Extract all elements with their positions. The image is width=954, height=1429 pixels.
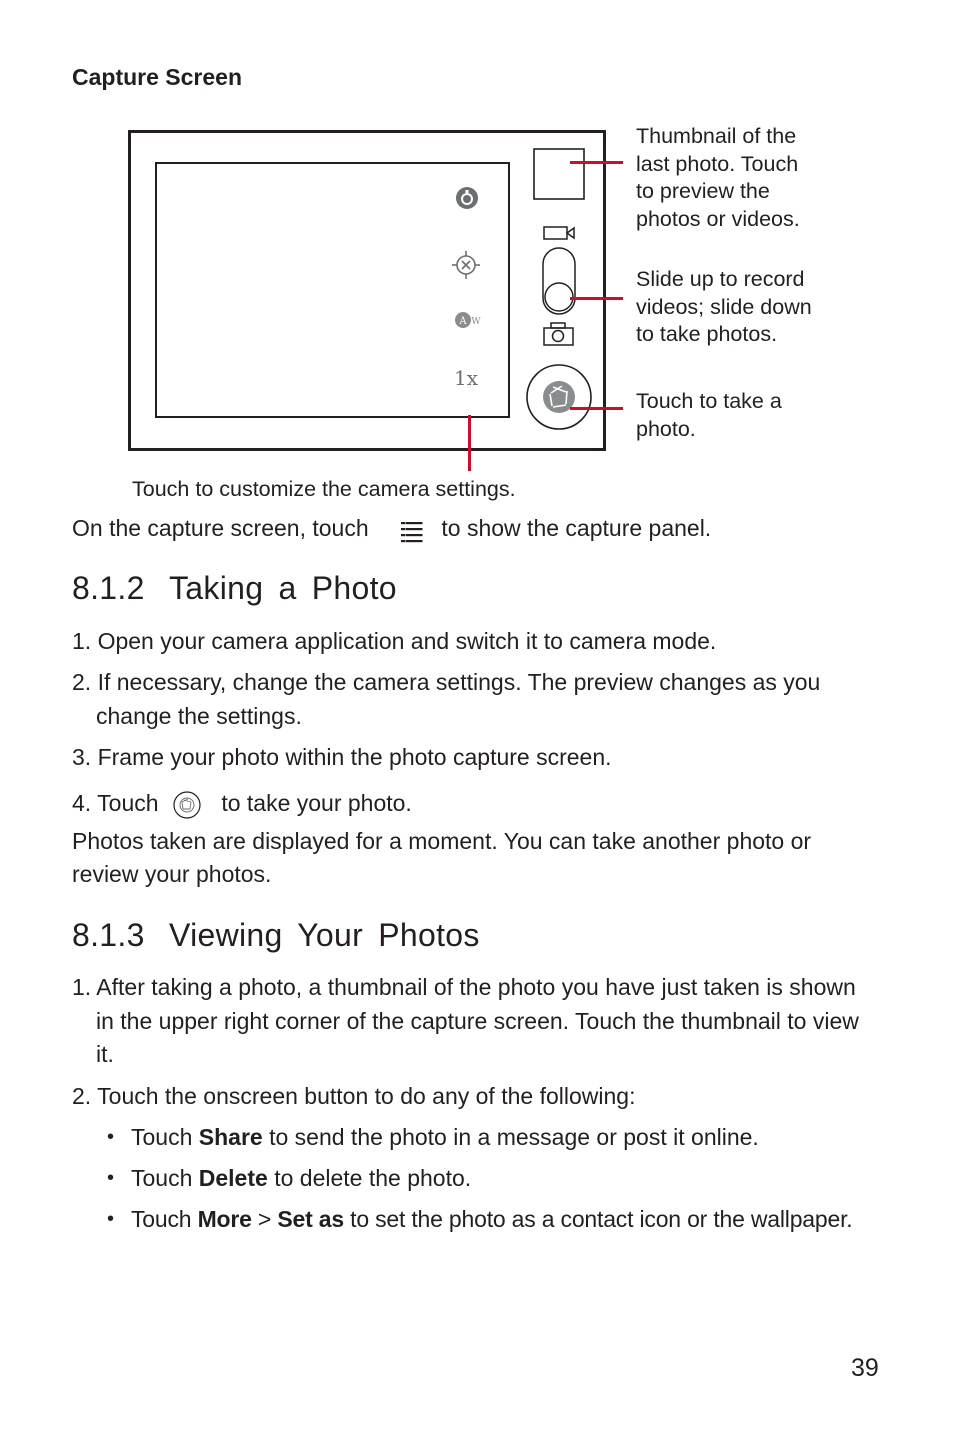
step-812-4 bbox=[72, 787, 412, 820]
step-813-1-cont2: it. bbox=[96, 1041, 114, 1067]
bullet-bold: Share bbox=[198, 1124, 263, 1150]
note-812 bbox=[72, 825, 811, 891]
bullet-pre: Touch bbox=[131, 1206, 198, 1232]
bullet-bold: Set as bbox=[277, 1206, 344, 1232]
bullet-pre: Touch bbox=[131, 1124, 199, 1150]
bullet-bold: Delete bbox=[198, 1165, 268, 1191]
zoom-label: 1x bbox=[453, 366, 479, 390]
step-813-2: 2. Touch the onscreen button to do any of the following: bbox=[72, 1083, 636, 1109]
video-icon bbox=[544, 227, 574, 239]
bullet-post: to send the photo in a message or post it online. bbox=[262, 1124, 759, 1150]
step-813-1-cont: in the upper right corner of the capture screen. Touch the thumbnail to view bbox=[96, 1008, 859, 1034]
callout-slider bbox=[636, 266, 812, 349]
bullet-mid: > bbox=[251, 1206, 278, 1232]
page-number: 39 bbox=[851, 1354, 879, 1382]
shutter-icon bbox=[527, 365, 591, 429]
callout-settings: Touch to customize the camera settings. bbox=[132, 477, 516, 501]
callout-line: Touch to take a bbox=[636, 389, 782, 413]
section-heading-812 bbox=[72, 570, 397, 607]
section-heading-813 bbox=[72, 917, 480, 954]
menu-icon bbox=[375, 519, 431, 541]
bullet-text bbox=[131, 1162, 471, 1195]
caption-title: Capture Screen bbox=[72, 64, 243, 90]
section-title: Taking a Photo bbox=[169, 570, 397, 606]
thumbnail-box bbox=[534, 149, 584, 199]
callout-line: photo. bbox=[636, 416, 696, 441]
step-812-3: 3. Frame your photo within the photo capture screen. bbox=[72, 744, 612, 770]
intro-after: to show the capture panel. bbox=[441, 515, 712, 541]
step-813-1: 1. After taking a photo, a thumbnail of the photo you have just taken is shown bbox=[72, 974, 856, 1000]
callout-shutter bbox=[636, 388, 782, 443]
note-line: Photos taken are displayed for a moment. You can take another photo or bbox=[72, 828, 812, 854]
note-line: review your photos. bbox=[72, 861, 272, 887]
bullet-bold: More bbox=[197, 1206, 252, 1232]
step-812-2: 2. If necessary, change the camera settings. The preview changes as you bbox=[72, 669, 821, 695]
camera-icon bbox=[544, 323, 573, 345]
callout-line: videos; slide down bbox=[636, 294, 812, 319]
callout-line: Thumbnail of the bbox=[636, 124, 797, 148]
capture-screen-diagram bbox=[0, 0, 954, 510]
bullet-pre: Touch bbox=[131, 1165, 199, 1191]
section-title: Viewing Your Photos bbox=[169, 917, 480, 953]
callout-line: photos or videos. bbox=[636, 206, 800, 231]
step-812-1: 1. Open your camera application and switch it to camera mode. bbox=[72, 628, 717, 654]
camera-switch-icon bbox=[456, 187, 478, 209]
focus-icon bbox=[452, 251, 480, 279]
bullet-text bbox=[131, 1203, 852, 1236]
section-number: 8.1.2 bbox=[72, 570, 145, 606]
shutter-inline-icon bbox=[165, 793, 211, 817]
step-812-4-after: to take your photo. bbox=[221, 790, 412, 816]
callout-line: Slide up to record bbox=[636, 267, 805, 291]
callout-thumbnail bbox=[636, 123, 800, 233]
white-balance-icon bbox=[455, 312, 481, 328]
callout-line: to preview the bbox=[636, 179, 770, 203]
bullet-post: to delete the photo. bbox=[267, 1165, 472, 1191]
bullet-dot: • bbox=[107, 1208, 115, 1230]
bullet-dot: • bbox=[107, 1126, 115, 1148]
bullet-dot: • bbox=[107, 1167, 115, 1189]
intro-line bbox=[72, 512, 872, 545]
step-812-2-cont: change the settings. bbox=[96, 703, 302, 729]
phone-illustration bbox=[0, 0, 954, 510]
svg-text:A: A bbox=[459, 316, 467, 327]
callout-line: last photo. Touch bbox=[636, 151, 799, 176]
callout-line: to take photos. bbox=[636, 322, 778, 346]
svg-text:W: W bbox=[471, 317, 481, 327]
step-812-4-before: 4. Touch bbox=[72, 790, 159, 816]
bullet-post: to set the photo as a contact icon or the wallpaper. bbox=[343, 1206, 853, 1232]
bullet-text bbox=[131, 1121, 759, 1154]
section-number: 8.1.3 bbox=[72, 917, 145, 953]
intro-before: On the capture screen, touch bbox=[72, 515, 369, 541]
slider-knob bbox=[545, 283, 573, 311]
